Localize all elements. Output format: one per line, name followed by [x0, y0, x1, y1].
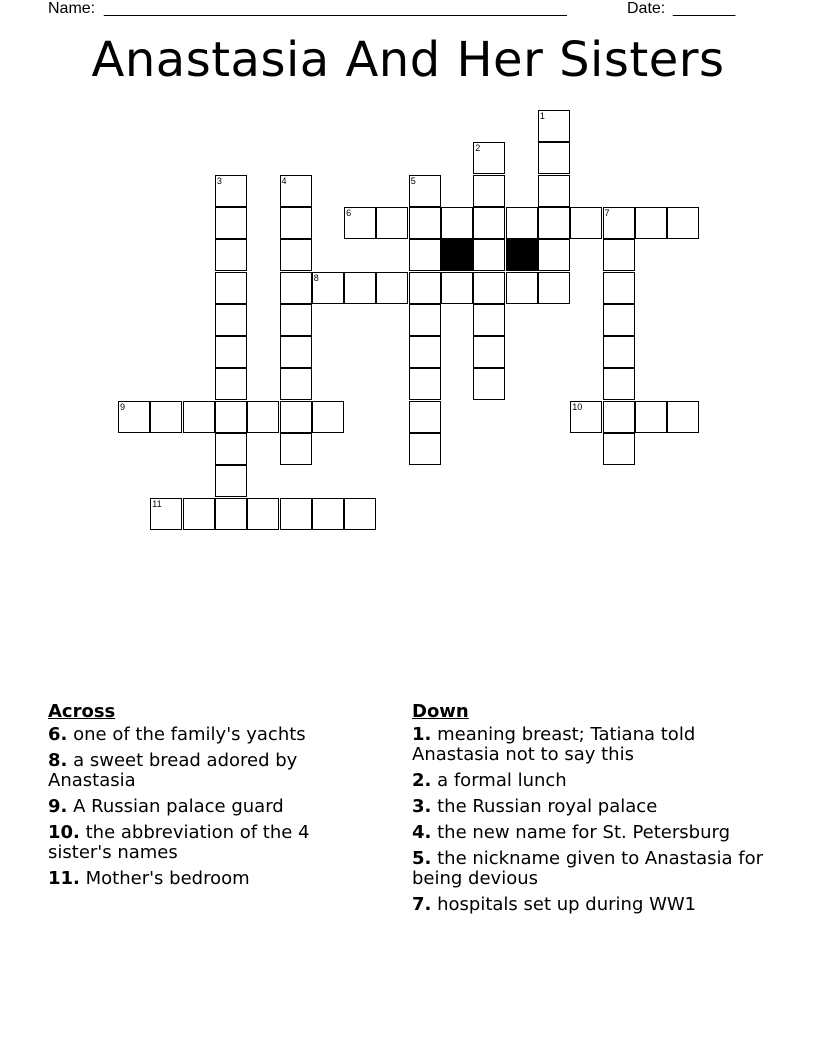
grid-cell[interactable]: [473, 239, 505, 271]
grid-cell[interactable]: [441, 272, 473, 304]
grid-cell[interactable]: [215, 336, 247, 368]
clue-number: 1: [539, 111, 545, 121]
across-clues: [48, 702, 368, 895]
grid-cell[interactable]: [409, 368, 441, 400]
clue-number-label: 4.: [412, 822, 432, 843]
clue-text: the abbreviation of the 4 sister's names: [48, 822, 310, 863]
grid-cell[interactable]: [603, 272, 635, 304]
date-field[interactable]: _______: [673, 0, 736, 17]
grid-cell[interactable]: [538, 239, 570, 271]
across-clue: [48, 823, 368, 863]
clue-number: 8: [313, 272, 319, 283]
down-clue: [412, 797, 772, 817]
page-title: Anastasia And Her Sisters: [91, 32, 725, 88]
grid-cell[interactable]: [280, 239, 312, 271]
grid-cell[interactable]: [215, 368, 247, 400]
grid-cell[interactable]: [215, 498, 247, 530]
across-clue: [48, 725, 368, 745]
grid-cell[interactable]: [473, 304, 505, 336]
clue-number: 7: [604, 207, 610, 218]
grid-cell[interactable]: [344, 272, 376, 304]
grid-cell[interactable]: [603, 336, 635, 368]
grid-cell[interactable]: [409, 336, 441, 368]
grid-cell[interactable]: [635, 401, 667, 433]
clue-number-label: 2.: [412, 770, 432, 791]
grid-cell[interactable]: [538, 175, 570, 207]
down-heading: Down: [412, 701, 469, 722]
clue-number: 5: [410, 175, 416, 186]
grid-cell[interactable]: [506, 272, 538, 304]
grid-cell[interactable]: [312, 498, 344, 530]
grid-cell[interactable]: [215, 175, 247, 207]
grid-cell[interactable]: [280, 433, 312, 465]
grid-cell[interactable]: [603, 304, 635, 336]
grid-black-cell: [441, 239, 473, 271]
grid-cell[interactable]: [603, 368, 635, 400]
across-clue: [48, 797, 368, 817]
clue-number: 6: [346, 207, 352, 218]
grid-cell[interactable]: [603, 207, 635, 239]
clue-text: A Russian palace guard: [67, 796, 284, 817]
grid-cell[interactable]: [344, 207, 376, 239]
grid-cell[interactable]: [570, 207, 602, 239]
clue-number-label: 1.: [412, 724, 432, 745]
across-clue: [48, 869, 368, 889]
grid-cell[interactable]: [247, 498, 279, 530]
grid-cell[interactable]: [215, 272, 247, 304]
grid-cell[interactable]: [280, 368, 312, 400]
clue-number-label: 10.: [48, 822, 80, 843]
down-clues: [412, 702, 772, 921]
grid-cell[interactable]: [215, 304, 247, 336]
grid-cell[interactable]: [280, 175, 312, 207]
name-label: Name:: [48, 0, 100, 17]
clue-text: a sweet bread adored by Anastasia: [48, 750, 298, 791]
grid-cell[interactable]: [183, 498, 215, 530]
grid-cell[interactable]: [506, 207, 538, 239]
clue-text: meaning breast; Tatiana told Anastasia not to say this: [412, 724, 696, 765]
clue-text: the Russian royal palace: [431, 796, 658, 817]
grid-cell[interactable]: [118, 401, 150, 433]
grid-cell[interactable]: [538, 207, 570, 239]
grid-cell[interactable]: [376, 207, 408, 239]
grid-cell[interactable]: [667, 401, 699, 433]
clue-number-label: 9.: [48, 796, 68, 817]
grid-cell[interactable]: [473, 368, 505, 400]
grid-cell[interactable]: [473, 272, 505, 304]
clue-number: 10: [572, 401, 583, 412]
across-clue: [48, 751, 368, 791]
grid-cell[interactable]: [215, 239, 247, 271]
clue-number-label: 3.: [412, 796, 432, 817]
clue-number-label: 5.: [412, 848, 432, 869]
grid-cell[interactable]: [280, 272, 312, 304]
down-clue: [412, 725, 772, 765]
grid-cell[interactable]: [344, 498, 376, 530]
clue-text: the nickname given to Anastasia for being devious: [412, 848, 764, 889]
grid-cell[interactable]: [473, 336, 505, 368]
grid-cell[interactable]: [667, 207, 699, 239]
grid-cell[interactable]: [409, 175, 441, 207]
grid-cell[interactable]: [280, 401, 312, 433]
across-heading: Across: [48, 701, 116, 722]
grid-cell[interactable]: [409, 433, 441, 465]
down-clue: [412, 823, 772, 843]
grid-cell[interactable]: [603, 433, 635, 465]
grid-cell[interactable]: [215, 465, 247, 497]
grid-cell[interactable]: [280, 498, 312, 530]
grid-cell[interactable]: [441, 207, 473, 239]
grid-cell[interactable]: [215, 207, 247, 239]
grid-cell[interactable]: [473, 175, 505, 207]
grid-cell[interactable]: [570, 401, 602, 433]
grid-cell[interactable]: [150, 401, 182, 433]
grid-cell[interactable]: [215, 433, 247, 465]
grid-cell[interactable]: [247, 401, 279, 433]
clue-number: 2: [475, 143, 481, 154]
clue-number: 11: [152, 498, 162, 509]
down-clue: [412, 895, 772, 915]
grid-cell[interactable]: [409, 239, 441, 271]
grid-cell[interactable]: [409, 272, 441, 304]
clue-number-label: 11.: [48, 868, 80, 889]
grid-cell[interactable]: [376, 272, 408, 304]
grid-cell[interactable]: [280, 207, 312, 239]
grid-cell[interactable]: [280, 336, 312, 368]
clue-number-label: 8.: [48, 750, 68, 771]
down-clue: [412, 771, 772, 791]
clue-number-label: 6.: [48, 724, 68, 745]
clue-text: a formal lunch: [431, 770, 567, 791]
clue-number: 3: [216, 175, 222, 186]
grid-cell[interactable]: [409, 304, 441, 336]
grid-cell[interactable]: [538, 142, 570, 174]
clue-text: hospitals set up during WW1: [431, 894, 697, 915]
date-label: Date:: [627, 0, 670, 17]
grid-cell[interactable]: [183, 401, 215, 433]
clue-text: Mother's bedroom: [79, 868, 250, 889]
grid-cell[interactable]: [150, 498, 182, 530]
grid-cell[interactable]: [603, 239, 635, 271]
clue-text: one of the family's yachts: [67, 724, 306, 745]
down-clue: [412, 849, 772, 889]
grid-cell[interactable]: [473, 142, 505, 174]
grid-cell[interactable]: [215, 401, 247, 433]
grid-cell[interactable]: [312, 272, 344, 304]
clue-number-label: 7.: [412, 894, 432, 915]
clue-number: 9: [120, 401, 126, 412]
clue-text: the new name for St. Petersburg: [431, 822, 730, 843]
grid-cell[interactable]: [409, 401, 441, 433]
grid-cell[interactable]: [538, 272, 570, 304]
grid-cell[interactable]: [473, 207, 505, 239]
grid-cell[interactable]: [635, 207, 667, 239]
grid-cell[interactable]: [603, 401, 635, 433]
grid-cell[interactable]: [538, 110, 570, 142]
grid-cell[interactable]: [280, 304, 312, 336]
name-field[interactable]: ____________________________________________________: [104, 0, 567, 17]
clue-number: 4: [281, 175, 287, 186]
grid-cell[interactable]: [409, 207, 441, 239]
grid-cell[interactable]: [312, 401, 344, 433]
grid-black-cell: [506, 239, 538, 271]
